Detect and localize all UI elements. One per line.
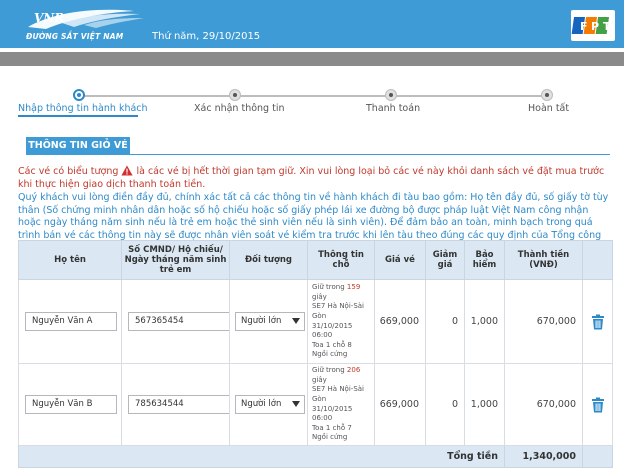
step-4-dot [541, 89, 553, 101]
train-route: SE7 Hà Nội-Sài Gòn [312, 302, 364, 320]
header-name: Họ tên [19, 241, 122, 280]
total-row-spacer [583, 446, 613, 468]
ticket-discount: 0 [426, 364, 465, 446]
passenger-name-input[interactable]: Nguyễn Văn A [25, 312, 117, 331]
fpt-logo-icon [571, 10, 615, 41]
total-row [19, 446, 613, 468]
table-row [19, 364, 613, 446]
trash-icon[interactable] [591, 397, 605, 413]
header-insurance: Bảo hiểm [465, 241, 505, 280]
seat-type: Ngồi cứng [312, 433, 348, 442]
vnr-logo[interactable] [22, 5, 152, 45]
passenger-type-value: Người lớn [241, 399, 282, 409]
warning-text-before: Các vé có biểu tượng [18, 166, 119, 177]
step-4-label: Hoàn tất [528, 103, 570, 114]
car-seat: Toa 1 chỗ 7 [312, 423, 352, 432]
svg-text:T: T [603, 20, 611, 33]
header-price: Giá vé [375, 241, 426, 280]
logo-mark: VNR [34, 11, 65, 25]
departure-time: 31/10/2015 06:00 [312, 404, 353, 423]
grand-total-value: 1,340,000 [505, 446, 583, 468]
ticket-insurance: 1,000 [465, 280, 505, 364]
ticket-cart-table [18, 240, 613, 468]
header-total: Thành tiền (VNĐ) [505, 241, 583, 280]
trash-icon[interactable] [591, 314, 605, 330]
progress-line [78, 95, 548, 97]
seat-type: Ngồi cứng [312, 350, 348, 359]
step-2-dot [229, 89, 241, 101]
ticket-price: 669,000 [375, 364, 426, 446]
passenger-type-select[interactable] [235, 312, 305, 331]
hold-seconds: 206 [346, 366, 361, 375]
fpt-logo [571, 10, 615, 41]
expired-ticket-warning [18, 165, 612, 191]
passenger-id-input[interactable]: 567365454 [128, 312, 234, 331]
section-title: THÔNG TIN GIỎ VÉ [26, 137, 130, 154]
grand-total-label: Tổng tiền [19, 446, 505, 468]
step-1-label: Nhập thông tin hành khách [18, 103, 148, 114]
passenger-name-input[interactable]: Nguyễn Văn B [25, 395, 117, 414]
header-id: Số CMND/ Hộ chiếu/ Ngày tháng năm sinh trẻ em [122, 241, 230, 280]
site-header [0, 0, 624, 48]
passenger-type-select[interactable] [235, 395, 305, 414]
ticket-total: 670,000 [505, 364, 583, 446]
ticket-insurance: 1,000 [465, 364, 505, 446]
chevron-down-icon [292, 401, 300, 407]
passenger-type-value: Người lớn [241, 316, 282, 326]
header-seat: Thông tin chỗ [308, 241, 375, 280]
nav-bar [0, 52, 624, 66]
table-row [19, 280, 613, 364]
hold-timer: Giữ trong 159 giây [312, 283, 361, 301]
chevron-down-icon [292, 318, 300, 324]
hold-seconds: 159 [346, 283, 361, 292]
train-route: SE7 Hà Nội-Sài Gòn [312, 385, 364, 403]
step-3-dot [385, 89, 397, 101]
departure-time: 31/10/2015 06:00 [312, 321, 353, 340]
seat-info [308, 366, 374, 443]
ticket-discount: 0 [426, 280, 465, 364]
warning-icon [121, 165, 133, 176]
svg-text:P: P [591, 20, 600, 33]
seat-info [308, 283, 374, 360]
header-action [583, 241, 613, 280]
step-3-label: Thanh toán [366, 103, 421, 114]
passenger-info-notice: Quý khách vui lòng điền đầy đủ, chính xác tất cả các thông tin về hành khách đi tàu bao gồm: Họ tên đầy đủ, số giấy tờ tùy thân (Số chứng minh nhân dân hoặc số hộ chiếu hoặc số giấy phép lái xe đường bộ được pháp luật Việt Nam công nhận hoặc ngày tháng năm sinh nếu là trẻ em hoặc thẻ sinh viên nếu là sinh viên). Để đảm bảo an toàn, minh bạch trong quá trình bán vé các thông tin này sẽ được nhân viên soát vé kiểm tra trước khi lên tàu theo đúng các quy định của Tổng công [18, 192, 609, 241]
table-header-row [19, 241, 613, 280]
svg-text:F: F [580, 20, 588, 33]
hold-timer: Giữ trong 206 giây [312, 366, 361, 384]
ticket-total: 670,000 [505, 280, 583, 364]
passenger-id-input[interactable]: 785634544 [128, 395, 234, 414]
step-1-dot [73, 89, 85, 101]
section-divider [26, 154, 610, 155]
ticket-price: 669,000 [375, 280, 426, 364]
step-2-label: Xác nhận thông tin [194, 103, 285, 114]
header-type: Đối tượng [230, 241, 308, 280]
car-seat: Toa 1 chỗ 8 [312, 340, 352, 349]
header-date: Thứ năm, 29/10/2015 [152, 31, 261, 42]
header-discount: Giảm giá [426, 241, 465, 280]
warning-text-after: là các vé bị hết thời gian tạm giữ. Xin vui lòng loại bỏ các vé này khỏi danh sách vé đặt mua trước khi thực hiện giao dịch thanh toán tiền. [18, 166, 605, 190]
logo-name: ĐƯỜNG SẮT VIỆT NAM [26, 32, 124, 41]
active-step-underline [18, 115, 138, 117]
